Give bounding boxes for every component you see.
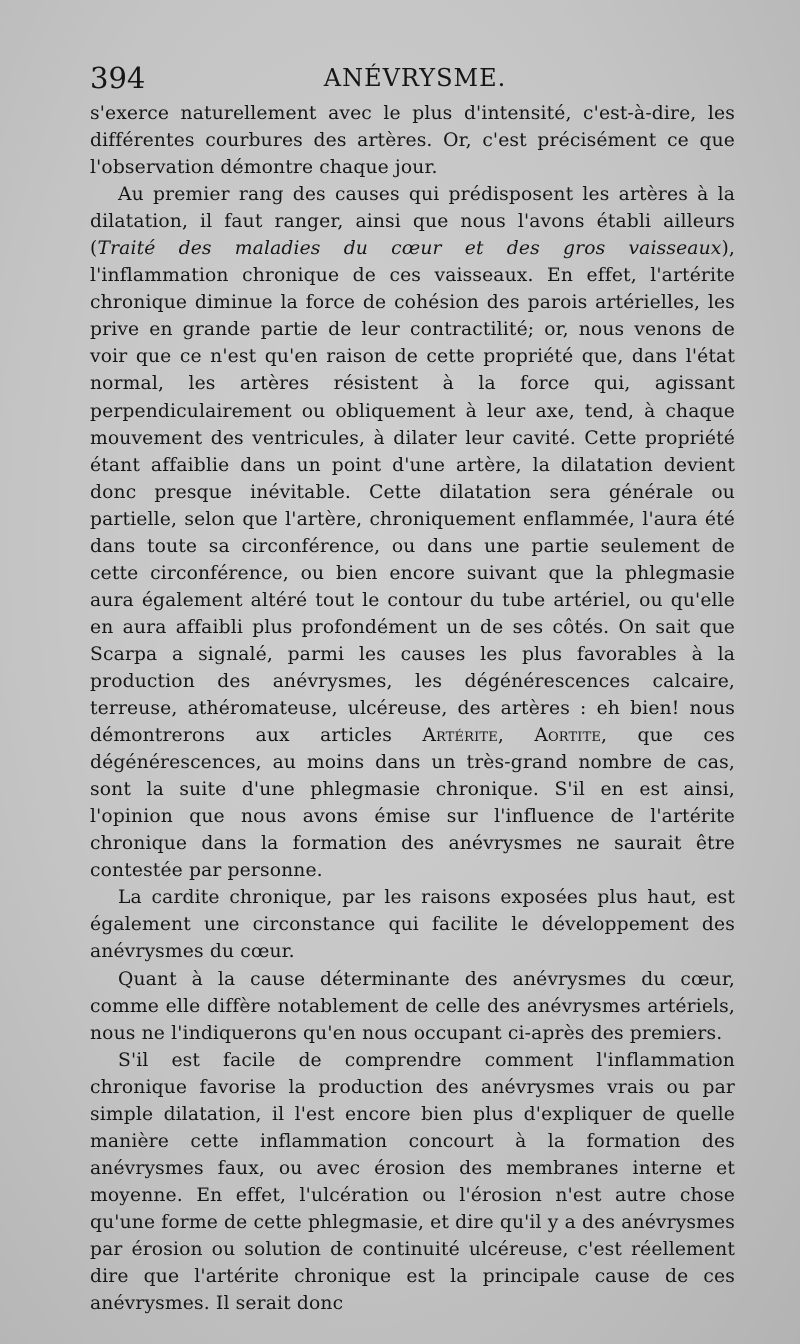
paragraph-2-text-d: , que ces dégénérescences, au moins dans un très-grand nombre de cas, sont la suite d'une phlegmasie chronique. S'il en est ainsi, l'opinion que nous avons émise sur l'influence de l'artérite chronique dans la formation des anévrysmes ne saurait être contestée par personne. — [90, 725, 735, 882]
paragraph-1 — [90, 100, 735, 181]
page-number: 394 — [90, 61, 146, 95]
paragraph-4-text: Quant à la cause déterminante des anévrysmes du cœur, comme elle diffère notablement de celle des anévrysmes artériels, nous ne l'indiquerons qu'en nous occupant ci-après des premiers. — [90, 968, 735, 1044]
paragraph-4 — [90, 966, 735, 1047]
paragraph-2 — [90, 181, 735, 884]
paragraph-2-text-b: ), l'inflammation chronique de ces vaisseaux. En effet, l'artérite chronique diminue la force de cohésion des parois artérielles, les prive en grande partie de leur contractilité; or, nous venons de voir que ce n'est qu'en raison de cette propriété que, dans l'état normal, les artères résistent à la force qui, agissant perpendiculairement ou obliquement à leur axe, tend, à chaque mouvement des ventricules, à dilater leur cavité. Cette propriété étant affaiblie dans un point d'une artère, la dilatation devient donc presque inévitable. Cette dilatation sera générale ou partielle, selon que l'artère, chroniquement enflammée, l'aura été dans toute sa circonférence, ou dans une partie seulement de cette circonférence, ou bien encore suivant que la phlegmasie aura également altéré tout le contour du tube artériel, ou qu'elle en aura affaibli plus profondément un de ses côtés. On sait que Scarpa a signalé, parmi les causes les plus favorables à la production des anévrysmes, les dégénérescences calcaire, terreuse, athéromateuse, ulcéreuse, des artères : eh bien! nous démontrerons aux articles — [90, 238, 735, 747]
paragraph-2-text-a: Au premier rang des causes qui prédisposent les artères à la dilatation, il faut ranger, ainsi que nous l'avons établi ailleurs ( — [90, 184, 735, 260]
paragraph-1-text: s'exerce naturellement avec le plus d'intensité, c'est-à-dire, les différentes courbures des artères. Or, c'est précisément ce que l'observation démontre chaque jour. — [90, 103, 735, 179]
paragraph-3-text: La cardite chronique, par les raisons exposées plus haut, est également une circonstance qui facilite le développement des anévrysmes du cœur. — [90, 887, 735, 963]
paragraph-2-text-c: , — [497, 725, 535, 747]
paragraph-3 — [90, 884, 735, 965]
article-reference-aortite: Aortite — [534, 725, 602, 747]
book-title-reference: Traité des maladies du cœur et des gros vaisseaux — [97, 238, 722, 260]
paragraph-5 — [90, 1047, 735, 1317]
article-reference-arterite: Artérite — [422, 725, 498, 747]
paragraph-5-text: S'il est facile de comprendre comment l'inflammation chronique favorise la production des anévrysmes vrais ou par simple dilatation, il l'est encore bien plus d'expliquer de quelle manière cette inflammation concourt à la formation des anévrysmes faux, ou avec érosion des membranes interne et moyenne. En effet, l'ulcération ou l'érosion n'est autre chose qu'une forme de cette phlegmasie, et dire qu'il y a des anévrysmes par érosion ou solution de continuité ulcéreuse, c'est réellement dire que l'artérite chronique est la principale cause de ces anévrysmes. Il serait donc — [90, 1049, 735, 1315]
body-text — [90, 100, 735, 1317]
running-title: ANÉVRYSME. — [323, 64, 507, 92]
page-header — [90, 58, 740, 98]
